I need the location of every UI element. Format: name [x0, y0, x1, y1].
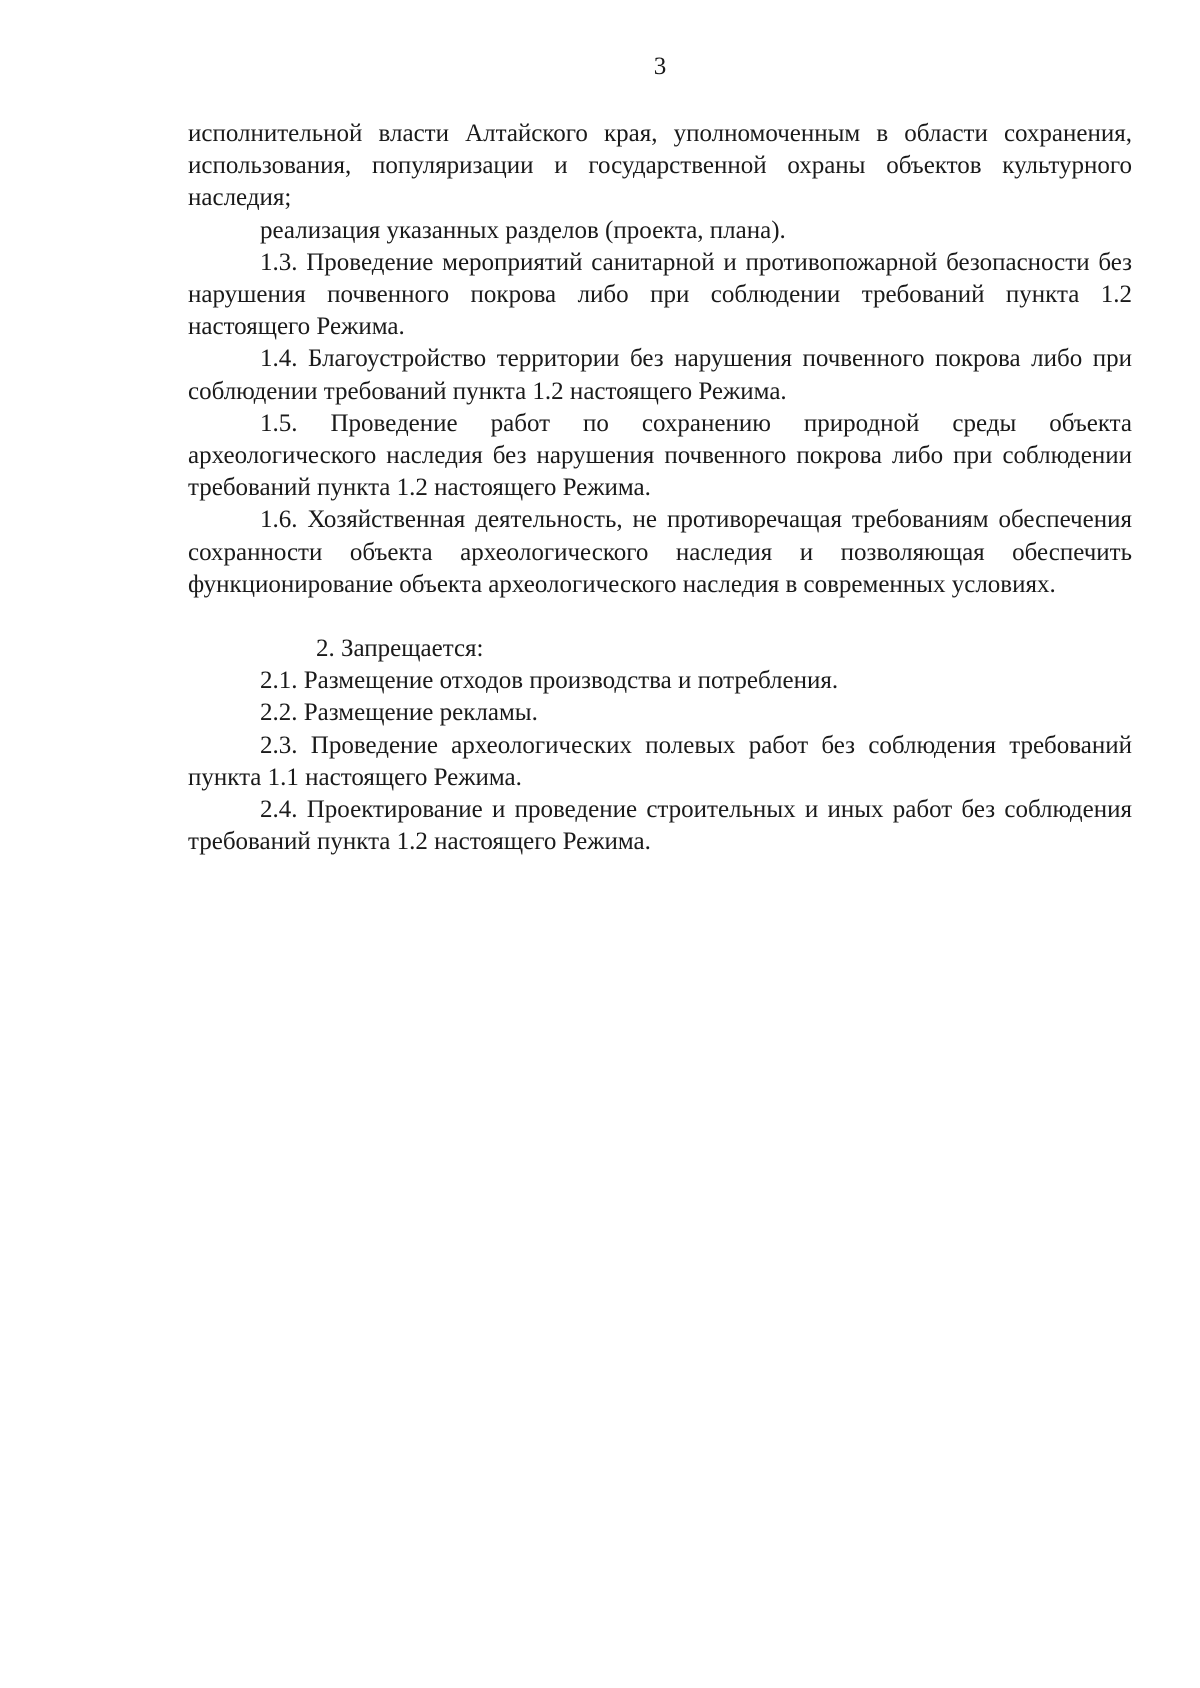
paragraph-1-4: 1.4. Благоустройство территории без нарушения почвенного покрова либо при соблюдении требований пункта 1.2 настоящего Режима. — [188, 345, 1132, 405]
paragraph-continuation: исполнительной власти Алтайского края, уполномоченным в области сохранения, использования, популяризации и государственной охраны объектов культурного наследия; — [188, 120, 1132, 212]
paragraph-1-5: 1.5. Проведение работ по сохранению природной среды объекта археологического наследия без нарушения почвенного покрова либо при соблюдении требований пункта 1.2 настоящего Режима. — [188, 409, 1132, 502]
page-number: 3 — [653, 53, 667, 80]
section-2-heading: 2. Запрещается: — [316, 635, 484, 663]
paragraph-1-6: 1.6. Хозяйственная деятельность, не противоречащая требованиям обеспечения сохранности объекта археологического наследия и позволяющая обеспечить функционирование объекта археологического наследия в современных условиях. — [188, 506, 1132, 598]
paragraph-implementation: реализация указанных разделов (проекта, плана). — [260, 216, 786, 244]
document-body — [188, 118, 1132, 858]
paragraph-1-3: 1.3. Проведение мероприятий санитарной и противопожарной безопасности без нарушения почвенного покрова либо при соблюдении требований пункта 1.2 настоящего Режима. — [188, 248, 1132, 341]
paragraph-2-2: 2.2. Размещение рекламы. — [260, 699, 538, 727]
paragraph-2-1: 2.1. Размещение отходов производства и потребления. — [260, 667, 839, 695]
paragraph-2-4: 2.4. Проектирование и проведение строительных и иных работ без соблюдения требований пункта 1.2 настоящего Режима. — [188, 796, 1132, 856]
paragraph-2-3: 2.3. Проведение археологических полевых работ без соблюдения требований пункта 1.1 настоящего Режима. — [188, 731, 1132, 791]
